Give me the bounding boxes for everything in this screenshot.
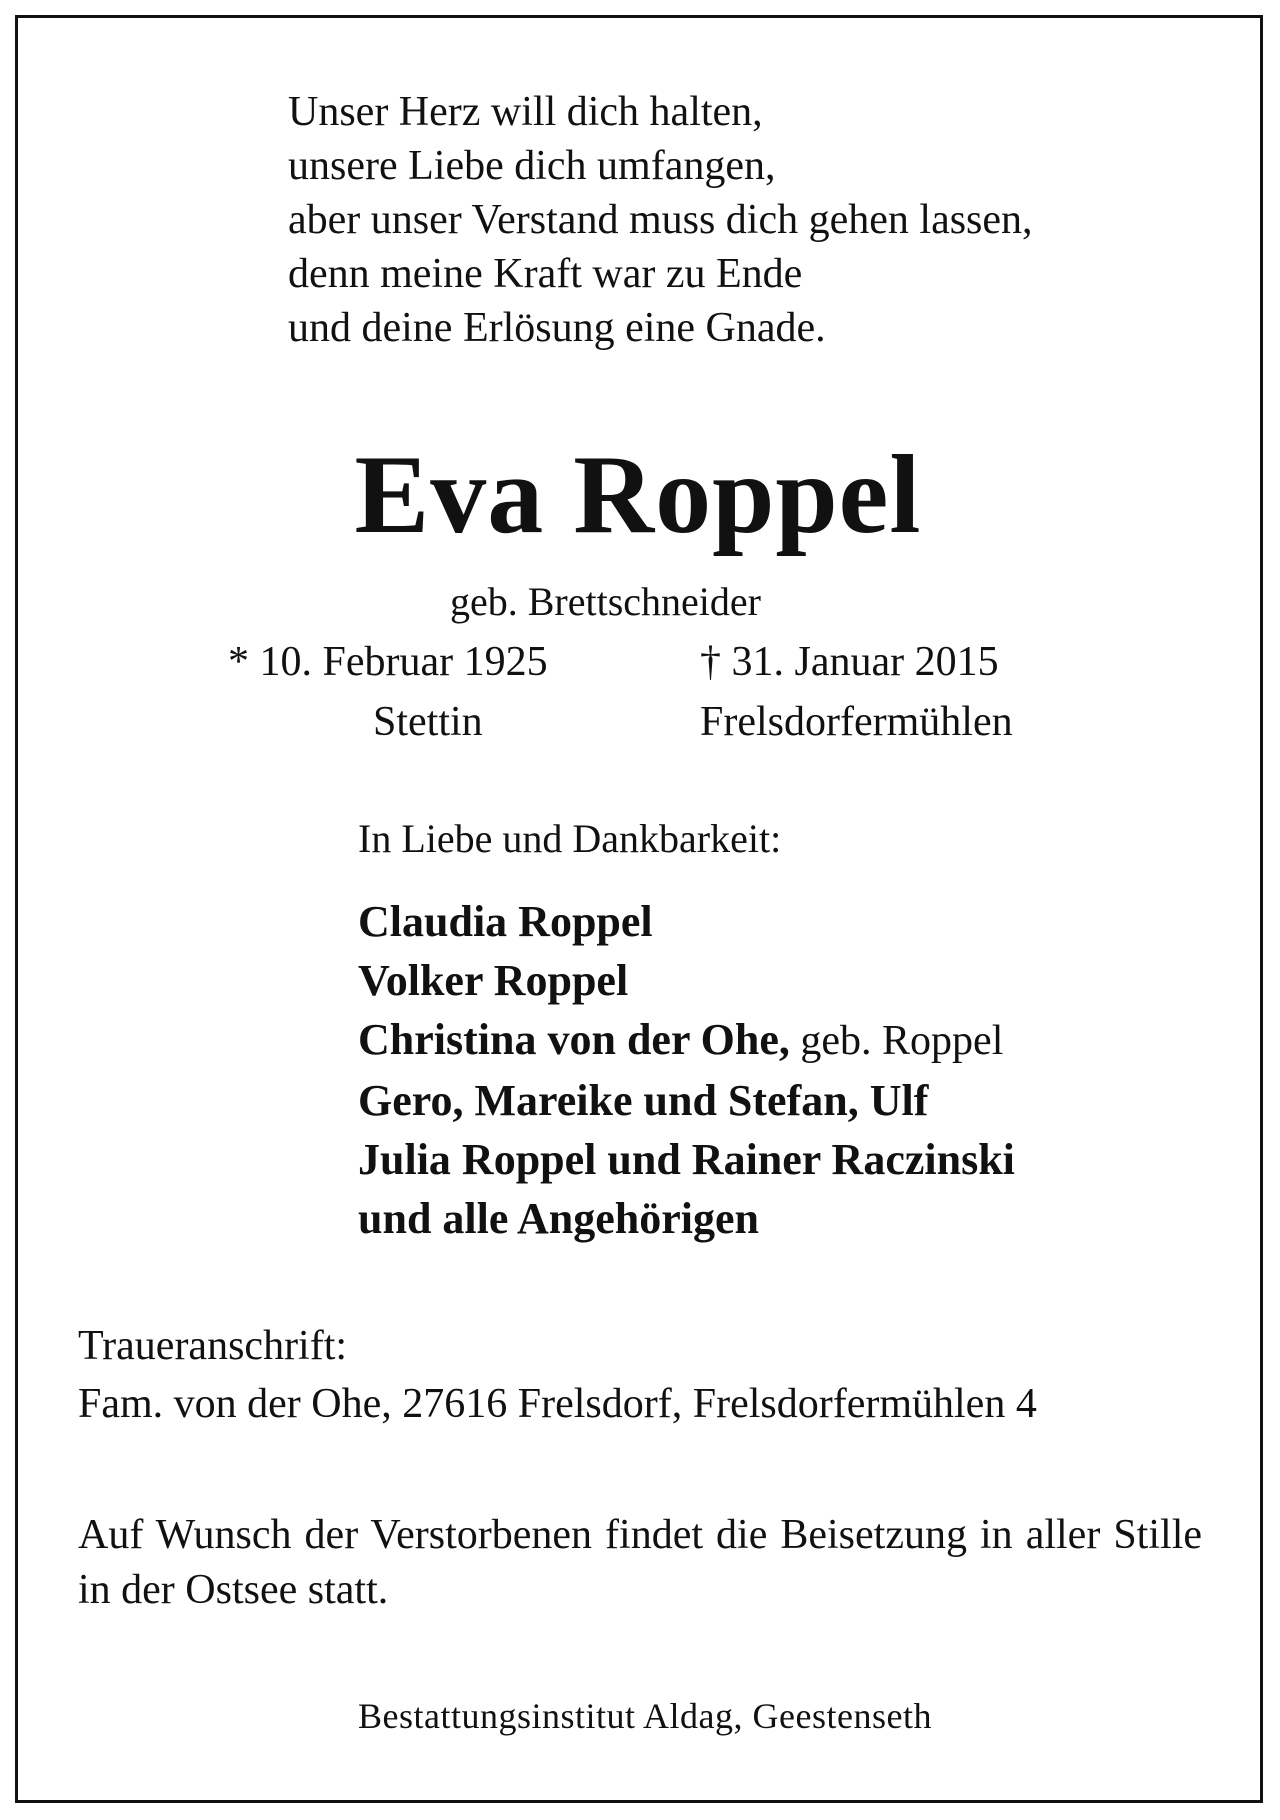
mourner-name: Gero, Mareike und Stefan, Ulf: [358, 1076, 929, 1125]
mourner-line: [358, 1071, 1015, 1130]
birth-place: Stettin: [373, 699, 483, 745]
mourner-line: [358, 1130, 1015, 1189]
death-place: Frelsdorfermühlen: [700, 699, 1013, 745]
address-label: Traueranschrift:: [78, 1323, 348, 1369]
mourner-note: geb. Roppel: [789, 1018, 1004, 1064]
mourner-line: [358, 1010, 1015, 1071]
death-date: † 31. Januar 2015: [700, 639, 999, 685]
mourners-list: [358, 892, 1015, 1248]
undertaker: Bestattungsinstitut Aldag, Geestenseth: [358, 1696, 932, 1736]
poem-line: unsere Liebe dich umfangen,: [288, 143, 776, 189]
poem: [288, 85, 1033, 355]
mourner-line: [358, 1189, 1015, 1248]
mourner-line: [358, 892, 1015, 951]
birth-name: geb. Brettschneider: [450, 579, 761, 624]
mourner-name: und alle Angehörigen: [358, 1194, 759, 1243]
mourner-line: [358, 951, 1015, 1010]
mourner-name: Claudia Roppel: [358, 897, 653, 946]
birth-date: * 10. Februar 1925: [228, 639, 548, 685]
poem-line: denn meine Kraft war zu Ende: [288, 251, 803, 297]
mourners-intro: In Liebe und Dankbarkeit:: [358, 816, 782, 861]
mourner-name: Volker Roppel: [358, 956, 629, 1005]
deceased-name-text: Eva Roppel: [354, 433, 922, 557]
poem-line: und deine Erlösung eine Gnade.: [288, 305, 826, 351]
mourner-name: Christina von der Ohe,: [358, 1015, 790, 1064]
mourner-name: Julia Roppel und Rainer Raczinski: [358, 1135, 1015, 1184]
burial-notice: Auf Wunsch der Verstorbenen findet die Beisetzung in aller Stille in der Ostsee statt.: [78, 1512, 1202, 1613]
address-value: Fam. von der Ohe, 27616 Frelsdorf, Frelsdorfermühlen 4: [78, 1381, 1037, 1427]
poem-line: aber unser Verstand muss dich gehen lassen,: [288, 197, 1033, 243]
poem-line: Unser Herz will dich halten,: [288, 89, 763, 135]
deceased-name: [0, 435, 1280, 555]
